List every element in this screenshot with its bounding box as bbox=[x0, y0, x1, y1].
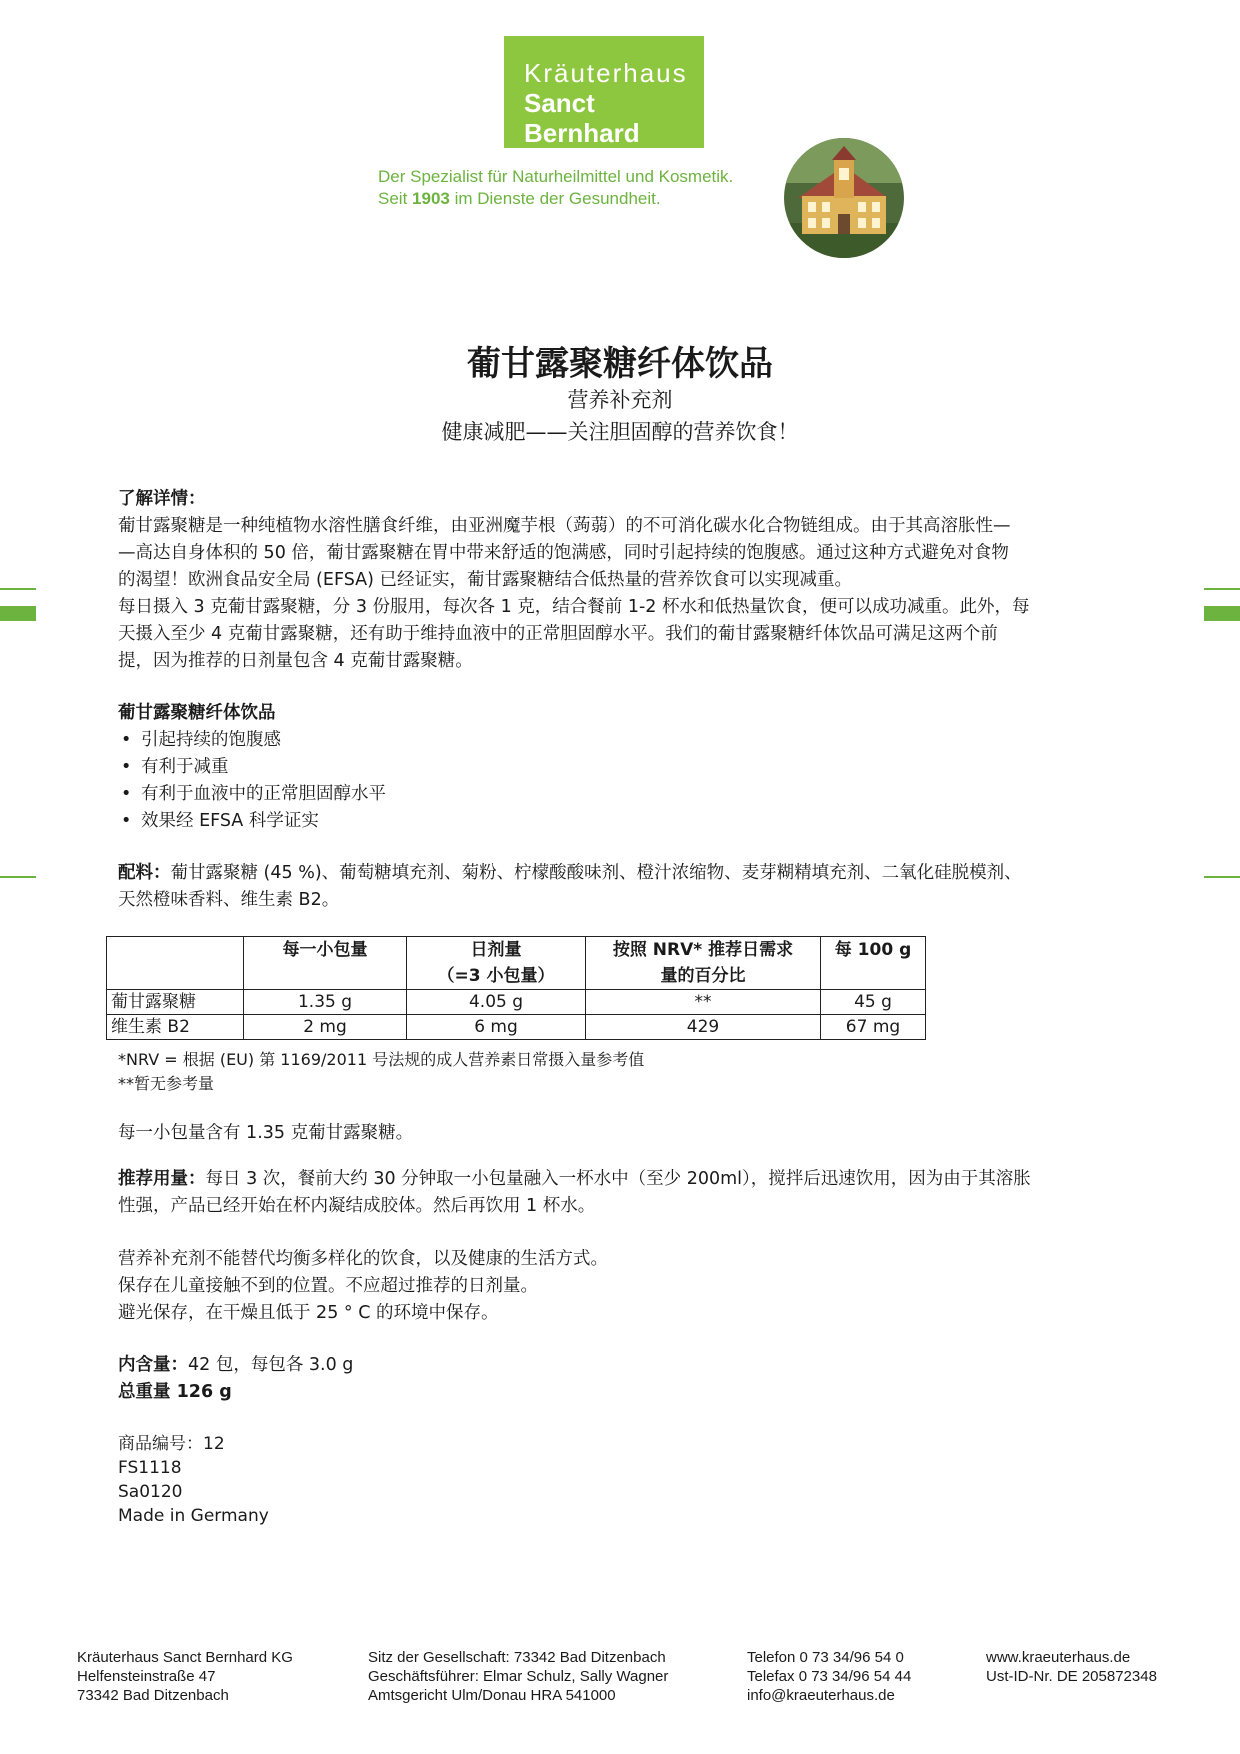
brand-logo bbox=[504, 36, 704, 148]
article-number: 商品编号：12 bbox=[118, 1434, 225, 1454]
footer-line: Helfensteinstraße 47 bbox=[77, 1668, 216, 1685]
table-header-row bbox=[107, 937, 926, 990]
details-line: 的渴望！欧洲食品安全局 (EFSA) 已经证实，葡甘露聚糖结合低热量的营养饮食可以实现减重。 bbox=[118, 570, 852, 590]
brand-name-line1: Kräuterhaus bbox=[524, 58, 688, 88]
footer-line: Kräuterhaus Sanct Bernhard KG bbox=[77, 1649, 293, 1666]
details-line: 葡甘露聚糖是一种纯植物水溶性膳食纤维，由亚洲魔芋根（蒟蒻）的不可消化碳水化合物链组成。由于其高溶胀性— bbox=[118, 516, 1011, 536]
dosage-line1: 推荐用量：每日 3 次，餐前大约 30 分钟取一小包量融入一杯水中（至少 200ml），搅拌后迅速饮用，因为由于其溶胀 bbox=[118, 1169, 1031, 1189]
warning-line: 营养补充剂不能替代均衡多样化的饮食，以及健康的生活方式。 bbox=[118, 1249, 608, 1269]
table-cell: ** bbox=[586, 990, 821, 1015]
brand-name-line2: Sanct Bernhard bbox=[524, 88, 640, 148]
footnote-no-reference: **暂无参考量 bbox=[118, 1074, 215, 1093]
footer-phone: Telefon 0 73 34/96 54 0 bbox=[747, 1649, 904, 1666]
product-claim: 健康减肥——关注胆固醇的营养饮食！ bbox=[441, 420, 799, 444]
details-heading: 了解详情： bbox=[118, 489, 206, 509]
warnings-section bbox=[118, 1246, 1178, 1327]
right-tick bbox=[1204, 588, 1240, 590]
net-contents: 内含量：42 包，每包各 3.0 g bbox=[118, 1355, 354, 1375]
product-title: 葡甘露聚糖纤体饮品 bbox=[467, 344, 773, 384]
per-sachet-note: 每一小包量含有 1.35 克葡甘露聚糖。 bbox=[118, 1123, 414, 1143]
product-codes bbox=[118, 1432, 1178, 1528]
code-sa: Sa0120 bbox=[118, 1482, 183, 1502]
ingredients-line1: 配料：葡甘露聚糖 (45 %)、葡萄糖填充剂、菊粉、柠檬酸酸味剂、橙汁浓缩物、麦芽糊精填充剂、二氧化硅脱模剂、 bbox=[118, 863, 1022, 883]
table-footnotes bbox=[118, 1048, 1178, 1096]
table-row bbox=[107, 1015, 926, 1040]
product-subtitle: 营养补充剂 bbox=[567, 388, 673, 412]
table-cell: 葡甘露聚糖 bbox=[107, 990, 244, 1015]
table-cell: 67 mg bbox=[821, 1015, 926, 1040]
tagline-line1: Der Spezialist für Naturheilmittel und Kosmetik. bbox=[378, 167, 734, 186]
footer-contact bbox=[747, 1648, 911, 1705]
details-line: 提，因为推荐的日剂量包含 4 克葡甘露聚糖。 bbox=[118, 651, 473, 671]
table-header: 按照 NRV* 推荐日需求 量的百分比 bbox=[586, 937, 821, 990]
tagline-year: 1903 bbox=[412, 189, 450, 208]
contents-section bbox=[118, 1352, 1178, 1406]
table-cell: 4.05 g bbox=[407, 990, 586, 1015]
footer-company bbox=[77, 1648, 293, 1705]
benefits-section bbox=[118, 700, 1178, 835]
building-photo bbox=[784, 138, 904, 258]
ingredients-section bbox=[118, 860, 1178, 914]
footer-web bbox=[986, 1648, 1157, 1686]
table-header: 每 100 g bbox=[821, 937, 926, 990]
ingredients-label: 配料： bbox=[118, 863, 171, 883]
list-item: • 有利于血液中的正常胆固醇水平 bbox=[118, 781, 1178, 808]
details-line: —高达自身体积的 50 倍，葡甘露聚糖在胃中带来舒适的饱满感，同时引起持续的饱腹感。通过这种方式避免对食物 bbox=[118, 543, 1009, 563]
code-fs: FS1118 bbox=[118, 1458, 182, 1478]
details-line: 每日摄入 3 克葡甘露聚糖，分 3 份服用，每次各 1 克，结合餐前 1-2 杯水和低热量饮食，便可以成功减重。此外，每 bbox=[118, 597, 1030, 617]
right-marker-bar bbox=[1204, 606, 1240, 621]
warning-line: 避光保存，在干燥且低于 25 ° C 的环境中保存。 bbox=[118, 1303, 499, 1323]
footer-line: 73342 Bad Ditzenbach bbox=[77, 1687, 229, 1704]
table-cell: 1.35 g bbox=[244, 990, 407, 1015]
brand-tagline bbox=[378, 166, 733, 210]
list-item: • 引起持续的饱腹感 bbox=[118, 727, 1178, 754]
dosage-section bbox=[118, 1166, 1178, 1220]
nutrition-table bbox=[106, 936, 926, 1040]
table-cell: 6 mg bbox=[407, 1015, 586, 1040]
warning-line: 保存在儿童接触不到的位置。不应超过推荐的日剂量。 bbox=[118, 1276, 538, 1296]
table-cell: 429 bbox=[586, 1015, 821, 1040]
benefits-heading: 葡甘露聚糖纤体饮品 bbox=[118, 703, 276, 723]
list-item: • 有利于减重 bbox=[118, 754, 1178, 781]
benefits-list bbox=[118, 727, 1178, 835]
left-marker-bar bbox=[0, 606, 36, 621]
details-section bbox=[118, 486, 1178, 675]
footer-fax: Telefax 0 73 34/96 54 44 bbox=[747, 1668, 912, 1685]
right-fold-line bbox=[1204, 876, 1240, 878]
origin: Made in Germany bbox=[118, 1506, 269, 1526]
table-cell: 维生素 B2 bbox=[107, 1015, 244, 1040]
list-item: • 效果经 EFSA 科学证实 bbox=[118, 808, 1178, 835]
ingredients-line2: 天然橙味香料、维生素 B2。 bbox=[118, 890, 340, 910]
table-cell: 2 mg bbox=[244, 1015, 407, 1040]
footer-website-link[interactable]: www.kraeuterhaus.de bbox=[986, 1649, 1131, 1666]
left-fold-line bbox=[0, 876, 36, 878]
footnote-nrv: *NRV = 根据 (EU) 第 1169/2011 号法规的成人营养素日常摄入量参考值 bbox=[118, 1050, 645, 1069]
table-cell: 45 g bbox=[821, 990, 926, 1015]
table-header bbox=[107, 937, 244, 990]
table-header: 每一小包量 bbox=[244, 937, 407, 990]
left-tick bbox=[0, 588, 36, 590]
footer-line: Geschäftsführer: Elmar Schulz, Sally Wagner bbox=[368, 1668, 669, 1685]
contents-label: 内含量： bbox=[118, 1355, 188, 1375]
footer-vat-id: Ust-ID-Nr. DE 205872348 bbox=[986, 1668, 1157, 1685]
dosage-label: 推荐用量： bbox=[118, 1169, 206, 1189]
dosage-line2: 性强，产品已经开始在杯内凝结成胶体。然后再饮用 1 杯水。 bbox=[118, 1196, 596, 1216]
table-row bbox=[107, 990, 926, 1015]
details-line: 天摄入至少 4 克葡甘露聚糖，还有助于维持血液中的正常胆固醇水平。我们的葡甘露聚糖纤体饮品可满足这两个前 bbox=[118, 624, 998, 644]
footer-line: Amtsgericht Ulm/Donau HRA 541000 bbox=[368, 1687, 616, 1704]
table-header: 日剂量 （=3 小包量） bbox=[407, 937, 586, 990]
total-weight: 总重量 126 g bbox=[118, 1382, 232, 1402]
footer-legal bbox=[368, 1648, 668, 1705]
tagline-line2: Seit 1903 im Dienste der Gesundheit. bbox=[378, 189, 661, 208]
footer-email-link[interactable]: info@kraeuterhaus.de bbox=[747, 1687, 895, 1704]
footer-line: Sitz der Gesellschaft: 73342 Bad Ditzenbach bbox=[368, 1649, 666, 1666]
